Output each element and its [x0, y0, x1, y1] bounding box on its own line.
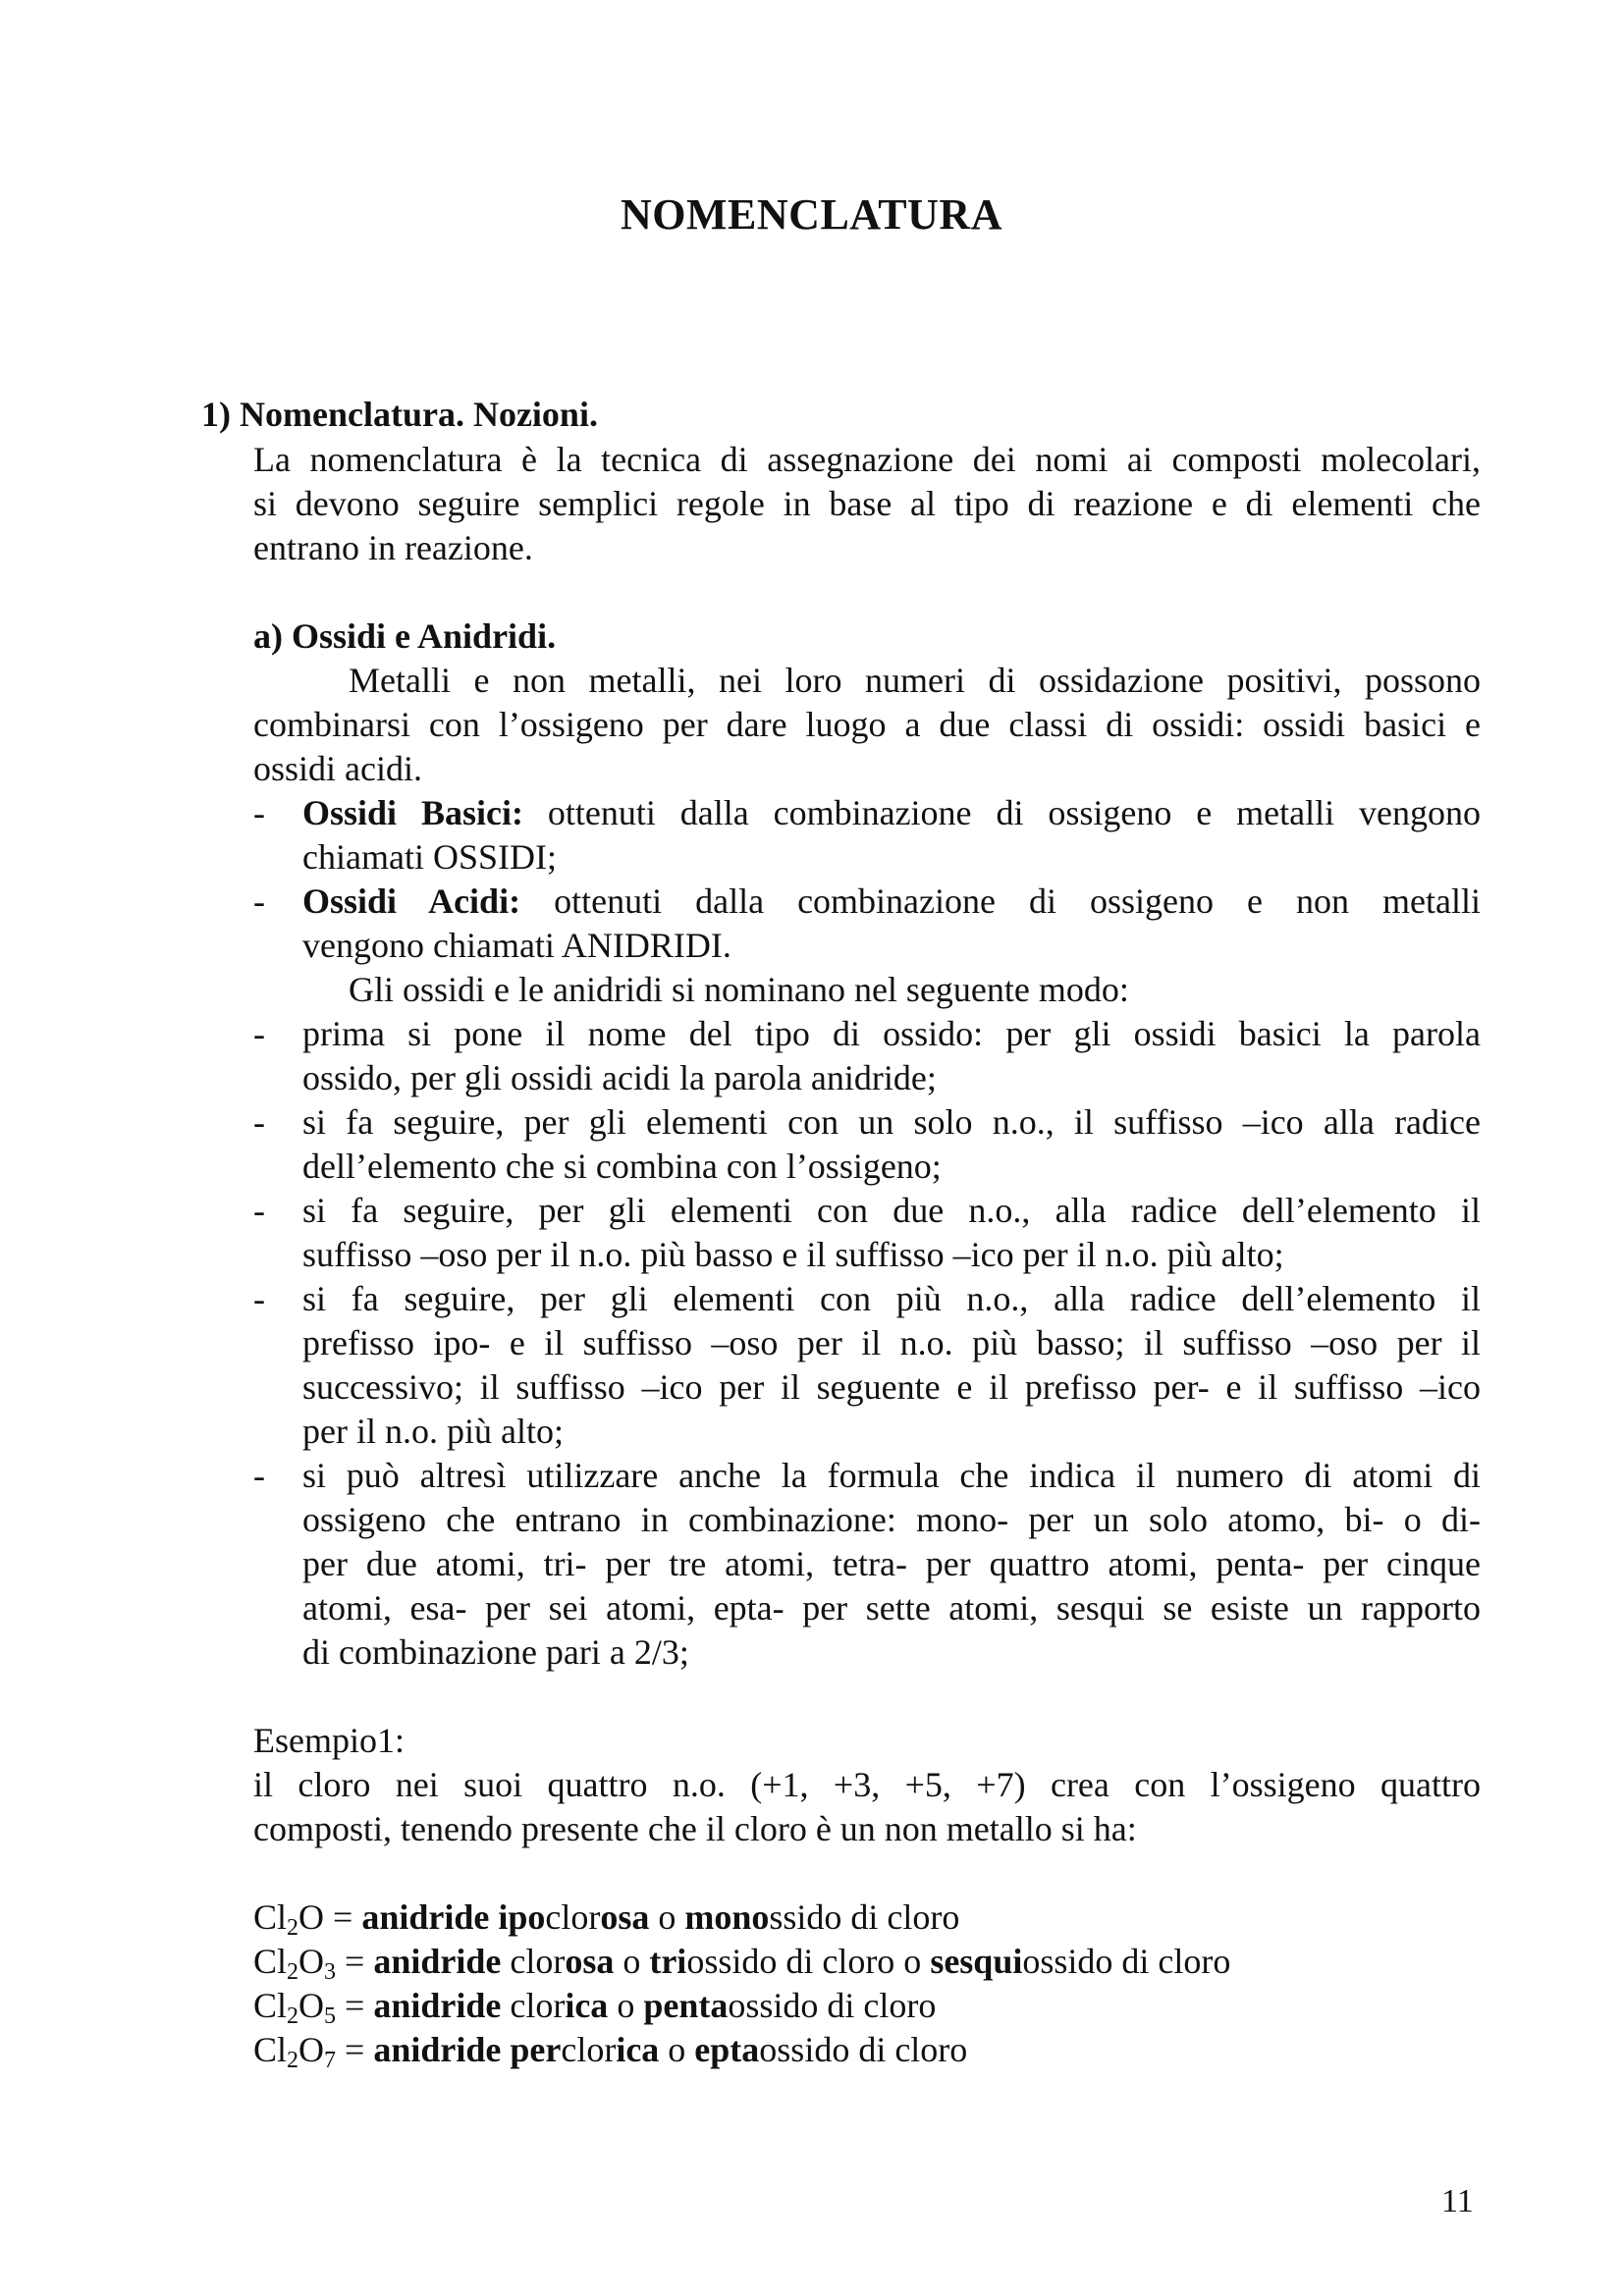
formula-name-part: clor — [561, 2030, 617, 2069]
example-line: il cloro nei suoi quattro n.o. (+1, +3, +5, +7) crea con l’ossigeno quattro — [253, 1765, 1481, 1804]
formula-subscript: 3 — [324, 1959, 337, 1985]
formula-line — [253, 2028, 967, 2072]
formula-name-part: clor — [510, 1942, 566, 1981]
list-dash: - — [253, 881, 265, 921]
formula-name-part: o — [614, 1942, 650, 1981]
list-item — [302, 880, 1481, 924]
rule-line: prima si pone il nome del tipo di ossido: per gli ossidi basici la parola — [302, 1014, 1481, 1053]
rule-line: si fa seguire, per gli elementi con un solo n.o., il suffisso –ico alla radice — [302, 1102, 1481, 1142]
formula-name-part: ica — [616, 2030, 660, 2069]
formula-name-part: ossido di cloro — [728, 1986, 937, 2025]
formula-name-part: sesqui — [930, 1942, 1023, 1981]
rule-line: si fa seguire, per gli elementi con più n.o., alla radice dell’elemento il — [302, 1279, 1481, 1318]
formula-line — [253, 1984, 936, 2028]
formula-symbol: O — [298, 1942, 325, 1981]
list-dash: - — [253, 1191, 265, 1230]
formula-line — [253, 1896, 959, 1940]
paragraph-line: combinarsi con l’ossigeno per dare luogo a due classi di ossidi: ossidi basici e — [253, 705, 1481, 744]
formula-name-part: clor — [545, 1897, 601, 1937]
list-item — [302, 791, 1481, 835]
rule-line: prefisso ipo- e il suffisso –oso per il n.o. più basso; il suffisso –oso per il — [302, 1323, 1481, 1362]
formula-name-part: ipo — [498, 1897, 546, 1937]
type-label: Ossidi Basici: — [302, 793, 523, 832]
type-text: ottenuti dalla combinazione di ossigeno e metalli vengono — [547, 793, 1481, 832]
rule-line: si fa seguire, per gli elementi con due n.o., alla radice dell’elemento il — [302, 1191, 1481, 1230]
list-item-continuation: chiamati OSSIDI; — [302, 837, 557, 877]
intro-line: si devono seguire semplici regole in base al tipo di reazione e di elementi che — [253, 484, 1481, 523]
formula-name-part: ossido di cloro — [1022, 1942, 1231, 1981]
paragraph-line: ossidi acidi. — [253, 749, 422, 788]
formula-name-part: ossido di cloro o — [686, 1942, 931, 1981]
formula-symbol: Cl — [253, 1986, 288, 2025]
formula-symbol: Cl — [253, 1942, 288, 1981]
formula-name-part: o — [649, 1897, 685, 1937]
rule-line: ossigeno che entrano in combinazione: mono- per un solo atomo, bi- o di- — [302, 1500, 1481, 1539]
page-title: NOMENCLATURA — [621, 190, 1002, 239]
formula-line — [253, 1940, 1230, 1984]
rule-line: successivo; il suffisso –ico per il seguente e il prefisso per- e il suffisso –ico — [302, 1367, 1481, 1407]
formula-equals: = — [336, 1942, 374, 1981]
rule-line: per il n.o. più alto; — [302, 1412, 564, 1451]
formula-symbol: Cl — [253, 1897, 288, 1937]
formula-name-part: penta — [643, 1986, 729, 2025]
formula-name-part: clor — [510, 1986, 566, 2025]
formula-symbol: O — [298, 1986, 325, 2025]
example-label: Esempio1: — [253, 1721, 405, 1760]
formula-subscript: 2 — [287, 2048, 299, 2073]
formula-name-part: o — [659, 2030, 695, 2069]
list-dash: - — [253, 1014, 265, 1053]
formula-subscript: 2 — [287, 1959, 299, 1985]
formula-symbol: Cl — [253, 2030, 288, 2069]
formula-name-part: anidride — [373, 1986, 511, 2025]
rule-line: si può altresì utilizzare anche la formula che indica il numero di atomi di — [302, 1456, 1481, 1495]
formula-equals: = — [324, 1897, 362, 1937]
section-heading: 1) Nomenclatura. Nozioni. — [201, 395, 598, 434]
formula-name-part: tri — [649, 1942, 687, 1981]
formula-subscript: 7 — [324, 2048, 337, 2073]
rule-line: ossido, per gli ossidi acidi la parola anidride; — [302, 1058, 937, 1097]
intro-line: entrano in reazione. — [253, 528, 533, 567]
formula-subscript: 2 — [287, 1915, 299, 1941]
formula-name-part: ossido di cloro — [759, 2030, 968, 2069]
page-number: 11 — [1441, 2183, 1474, 2219]
type-label: Ossidi Acidi: — [302, 881, 521, 921]
rule-line: per due atomi, tri- per tre atomi, tetra- per quattro atomi, penta- per cinque — [302, 1544, 1481, 1583]
formula-name-part: ica — [565, 1986, 609, 2025]
formula-name-part: ssido di cloro — [769, 1897, 960, 1937]
formula-symbol: O — [298, 1897, 325, 1937]
formula-name-part: osa — [600, 1897, 650, 1937]
list-item-continuation: vengono chiamati ANIDRIDI. — [302, 926, 731, 965]
formula-equals: = — [336, 2030, 374, 2069]
formula-name-part: o — [608, 1986, 644, 2025]
formula-name-part: anidride — [373, 1942, 511, 1981]
rule-line: atomi, esa- per sei atomi, epta- per sette atomi, sesqui se esiste un rapporto — [302, 1588, 1481, 1628]
formula-name-part: epta — [694, 2030, 760, 2069]
list-dash: - — [253, 1456, 265, 1495]
rule-line: suffisso –oso per il n.o. più basso e il suffisso –ico per il n.o. più alto; — [302, 1235, 1284, 1274]
subsection-heading: a) Ossidi e Anidridi. — [253, 616, 557, 656]
formula-equals: = — [336, 1986, 374, 2025]
formula-subscript: 5 — [324, 2003, 337, 2029]
list-dash: - — [253, 793, 265, 832]
list-dash: - — [253, 1102, 265, 1142]
paragraph-line: Gli ossidi e le anidridi si nominano nel seguente modo: — [349, 970, 1129, 1009]
list-dash: - — [253, 1279, 265, 1318]
formula-name-part: osa — [565, 1942, 615, 1981]
paragraph-line: Metalli e non metalli, nei loro numeri di ossidazione positivi, possono — [349, 661, 1481, 700]
rule-line: di combinazione pari a 2/3; — [302, 1632, 689, 1672]
intro-line: La nomenclatura è la tecnica di assegnazione dei nomi ai composti molecolari, — [253, 440, 1481, 479]
rule-line: dell’elemento che si combina con l’ossigeno; — [302, 1147, 942, 1186]
formula-name-part: mono — [684, 1897, 770, 1937]
formula-symbol: O — [298, 2030, 325, 2069]
formula-name-part: anidride — [361, 1897, 499, 1937]
formula-name-part: anidride — [373, 2030, 511, 2069]
formula-name-part: per — [510, 2030, 562, 2069]
type-text: ottenuti dalla combinazione di ossigeno e non metalli — [554, 881, 1481, 921]
formula-subscript: 2 — [287, 2003, 299, 2029]
example-line: composti, tenendo presente che il cloro è un non metallo si ha: — [253, 1809, 1137, 1848]
